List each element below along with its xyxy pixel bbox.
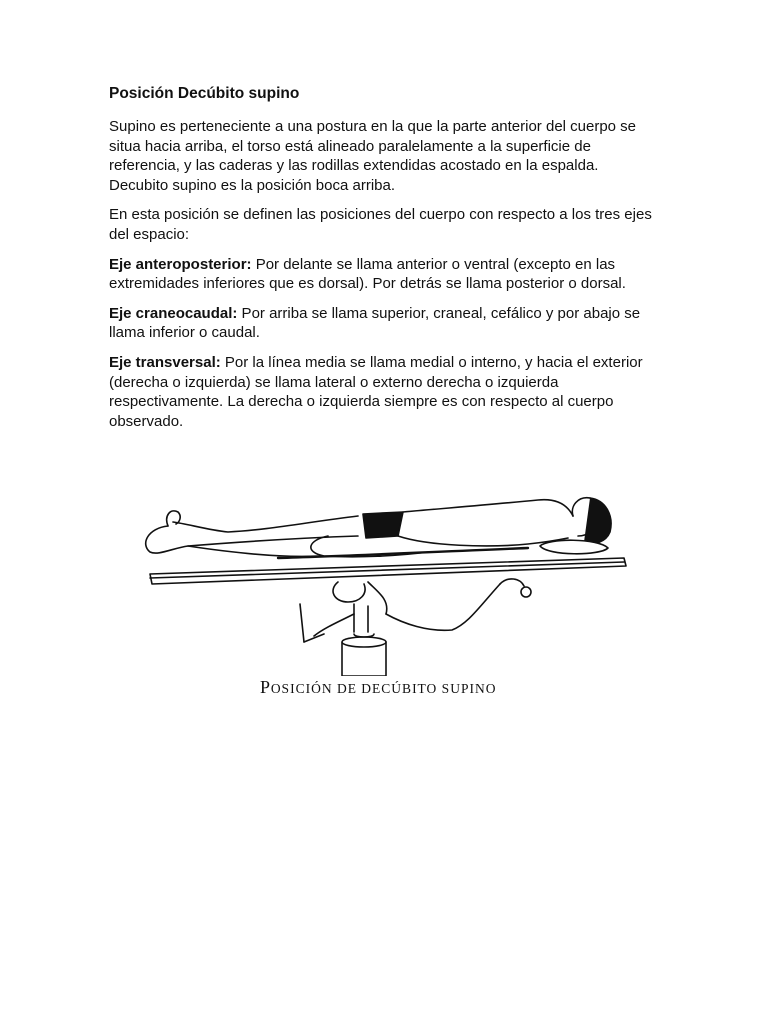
axis-text: Por delante se llama anterior o ventral (excepto en las extremidades inferiores que es dorsal). Por detrás se llama posterior o dorsal. <box>109 255 626 293</box>
axis-label: Eje craneocaudal: <box>109 304 238 322</box>
caption-initial: P <box>260 677 271 697</box>
axis-label: Eje anteroposterior: <box>109 255 252 273</box>
document-page <box>109 84 654 441</box>
axis-craneocaudal <box>109 304 654 343</box>
intro-paragraph: Supino es perteneciente a una postura en la que la parte anterior del cuerpo se situa hacia arriba, el torso está alineado paralelamente a la superficie de referencia, y las caderas y las rodillas extendidas acostado en la espalda. Decubito supino es la posición boca arriba. <box>109 118 637 194</box>
caption-small-caps: OSICIÓN DE DECÚBITO SUPINO <box>270 681 497 696</box>
figure-caption <box>260 677 560 698</box>
axis-transversal <box>109 353 654 431</box>
patient-on-table-drawing <box>128 486 638 676</box>
axes-intro-paragraph: En esta posición se definen las posiciones del cuerpo con respecto a los tres ejes del espacio: <box>109 206 652 243</box>
page-title: Posición Decúbito supino <box>109 85 300 102</box>
axis-text: Por arriba se llama superior, craneal, cefálico y por abajo se llama inferior o caudal. <box>109 304 641 342</box>
axis-text: Por la línea media se llama medial o interno, y hacia el exterior (derecha o izquierda) se llama lateral o externo derecha o izquierda respectivamente. La derecha o izquierda siempre es con respecto al cuerpo observado. <box>109 353 643 430</box>
axis-label: Eje transversal: <box>109 353 221 371</box>
axis-anteroposterior <box>109 255 654 294</box>
